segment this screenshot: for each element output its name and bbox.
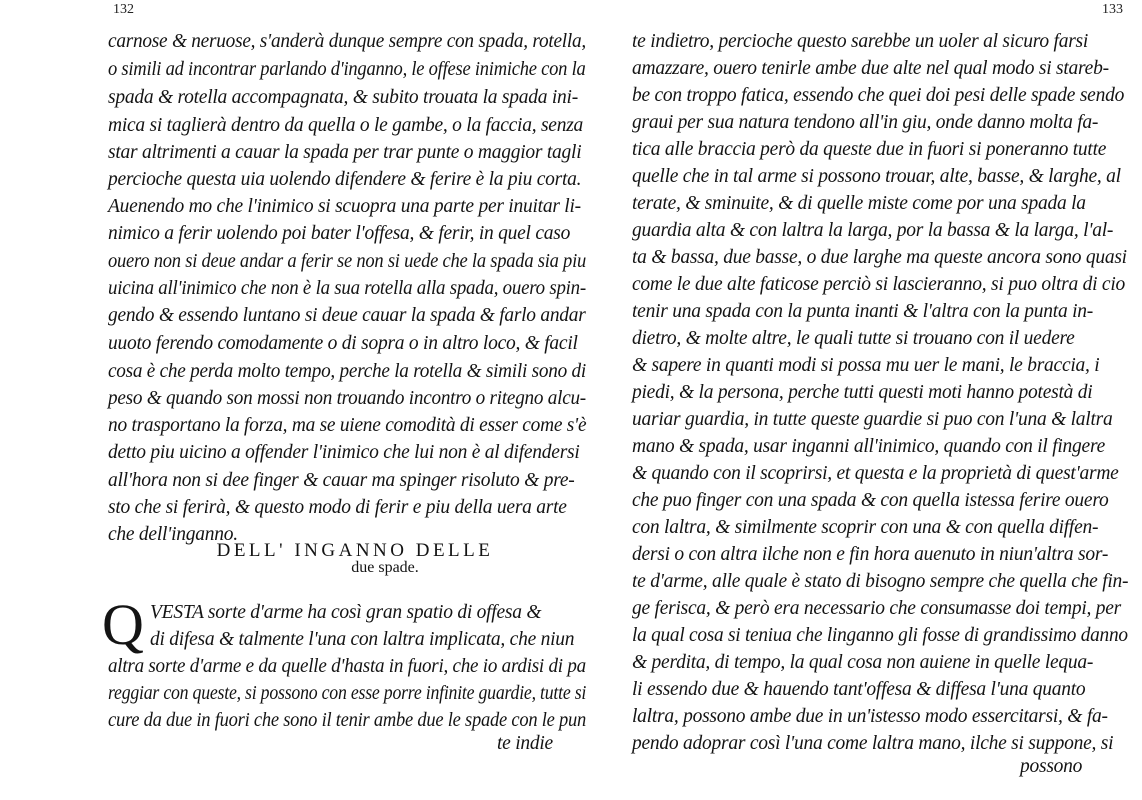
text-line: reggiar con queste, si possono con esse porre infinite guardie, tutte si: [108, 683, 587, 704]
left-page-number: 132: [113, 2, 134, 17]
text-line: be con troppo fatica, essendo che quei doi pesi delle spade sendo: [632, 85, 1125, 106]
section-heading-title: DELL' INGANNO DELLE: [216, 540, 494, 561]
text-line: gendo & essendo luntano si deue cauar la spada & farlo andar: [108, 305, 586, 326]
text-line: & quando con il scoprirsi, et questa e la proprietà di quest'arme: [632, 463, 1119, 484]
text-line: li essendo due & hauendo tant'offesa & diffesa l'una quanto: [632, 679, 1086, 700]
text-line: cure da due in fuori che sono il tenir ambe due le spade con le pun: [108, 710, 587, 731]
text-line: detto piu uicino a offender l'inimico che lui non è al difendersi: [108, 442, 580, 463]
text-line: amazzare, ouero tenirle ambe due alte nel qual modo si stareb-: [632, 58, 1109, 79]
text-line: altra sorte d'arme e da quelle d'hasta in fuori, che io ardisi di pa: [108, 656, 586, 677]
text-line: all'hora non si dee finger & cauar ma spinger risoluto & pre-: [108, 470, 575, 491]
text-line: pendo adoprar così l'una come laltra mano, ilche si suppone, si: [632, 733, 1114, 754]
text-line: come le due alte faticose perciò si lascieranno, si puo oltra di cio: [632, 274, 1125, 295]
text-line: uuoto ferendo comodamente o di sopra o in altro loco, & facil: [108, 333, 578, 354]
text-line: percioche questa uia uolendo difendere & ferire è la piu corta.: [108, 169, 582, 190]
text-line: no trasportano la forza, ma se uiene comodità di esser come s'è: [108, 415, 587, 436]
text-line: ge ferisca, & però era necessario che consumasse doi tempi, per: [632, 598, 1121, 619]
section-heading: [110, 540, 600, 577]
text-line: che dell'inganno.: [108, 524, 238, 545]
text-line: cosa è che perda molto tempo, perche la rotella & simili sono di: [108, 361, 586, 382]
text-line: sto che si ferirà, & questo modo di ferir e piu della uera arte: [108, 497, 567, 518]
text-line: mica si taglierà dentro da quella o le gambe, o la faccia, senza: [108, 115, 584, 136]
text-line: la qual cosa si teniua che linganno gli fosse di grandissimo danno: [632, 625, 1128, 646]
right-page-number: 133: [1102, 2, 1123, 17]
text-line: Auenendo mo che l'inimico si scuopra una parte per inuitar li-: [108, 196, 581, 217]
text-line: tenir una spada con la punta inanti & l'altra con la punta in-: [632, 301, 1093, 322]
text-line: piedi, & la persona, perche tutti questi moti hanno potestà di: [632, 382, 1093, 403]
text-line: & perdita, di tempo, la qual cosa non auiene in quelle lequa-: [632, 652, 1094, 673]
text-line: guardia alta & con laltra la larga, por la bassa & la larga, l'al-: [632, 220, 1114, 241]
text-line: te d'arme, alle quale è stato di bisogno sempre che quella che fin-: [632, 571, 1129, 592]
text-line: spada & rotella accompagnata, & subito trouata la spada ini-: [108, 87, 578, 108]
text-line: uariar guardia, in tutte queste guardie si puo con l'una & laltra: [632, 409, 1113, 430]
text-line: che puo finger con una spada & con quella istessa ferire ouero: [632, 490, 1109, 511]
text-line: ta & bassa, due basse, o due larghe ma queste ancora sono quasi: [632, 247, 1127, 268]
text-line: quelle che in tal arme si possono trouar, alte, basse, & larghe, al: [632, 166, 1121, 187]
text-line: & sapere in quanti modi si possa mu uer le mani, le braccia, i: [632, 355, 1100, 376]
text-line: laltra, possono ambe due in un'istesso modo essercitarsi, & fa-: [632, 706, 1108, 727]
text-line: terate, & sminuite, & di quelle miste come por una spada la: [632, 193, 1086, 214]
text-line: mano & spada, usar inganni all'inimico, quando con il fingere: [632, 436, 1105, 457]
catchword: te indie: [497, 733, 553, 754]
text-line: o simili ad incontrar parlando d'inganno, le offese inimiche con la: [108, 59, 586, 80]
text-line: con laltra, & similmente scoprir con una & con quella diffen-: [632, 517, 1099, 538]
text-line: peso & quando son mossi non trouando incontro o ritegno alcu-: [108, 388, 586, 409]
text-line: VESTA sorte d'arme ha così gran spatio di offesa &: [150, 602, 542, 623]
text-line: tica alle braccia però da queste due in fuori si poneranno tutte: [632, 139, 1107, 160]
text-line: ouero non si deue andar a ferir se non si uede che la spada sia piu: [108, 251, 587, 272]
text-line: nimico a ferir uolendo poi bater l'offesa, & ferir, in quel caso: [108, 223, 571, 244]
drop-cap: Q: [102, 592, 144, 657]
text-line: graui per sua natura tendono all'in giu, onde danno molta fa-: [632, 112, 1099, 133]
text-line: di difesa & talmente l'una con laltra implicata, che niun: [150, 629, 575, 650]
text-line: dersi o con altra ilche non e fin hora auenuto in niun'altra sor-: [632, 544, 1109, 565]
right-page: [600, 0, 1142, 800]
catchword: possono: [1020, 756, 1083, 777]
text-line: te indietro, percioche questo sarebbe un uoler al sicuro farsi: [632, 31, 1089, 52]
text-line: star altrimenti a cauar la spada per trar punte o maggior tagli: [108, 142, 582, 163]
text-line: carnose & neruose, s'anderà dunque sempre con spada, rotella,: [108, 31, 587, 52]
text-line: dietro, & molte altre, le quali tutte si trouano con il uedere: [632, 328, 1075, 349]
section-heading-subtitle: due spade.: [351, 559, 419, 576]
text-line: uicina all'inimico che non è la sua rotella alla spada, ouero spin-: [108, 278, 586, 299]
